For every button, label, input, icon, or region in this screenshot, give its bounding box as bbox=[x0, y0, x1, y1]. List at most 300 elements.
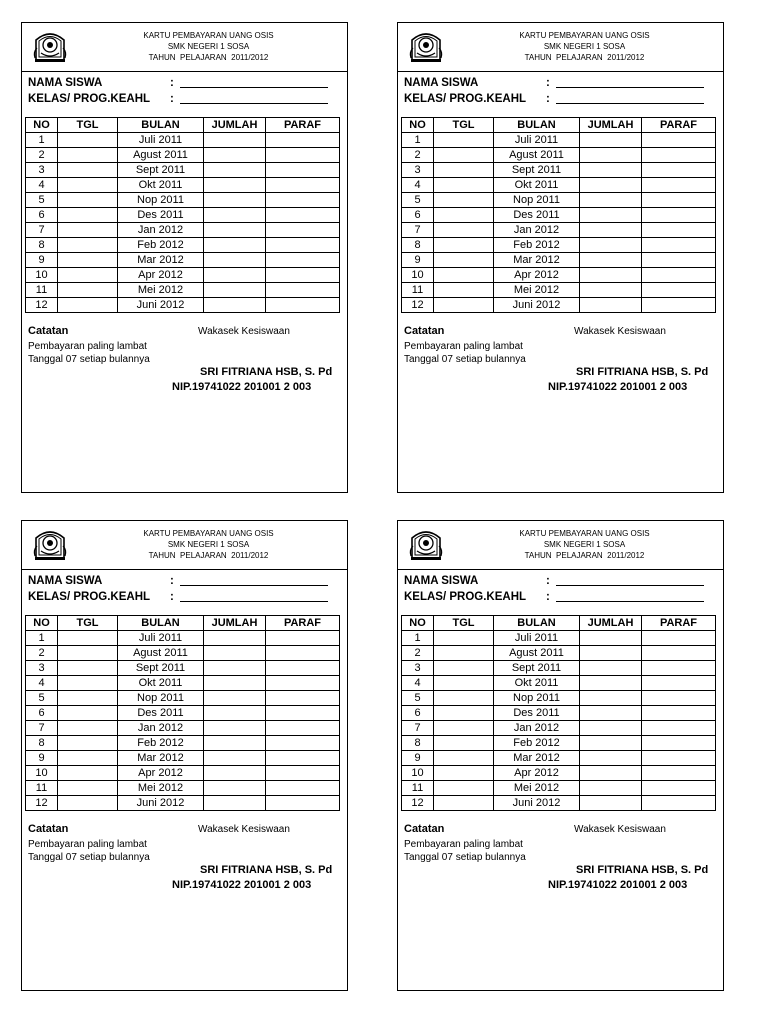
cell-jumlah[interactable] bbox=[580, 736, 642, 751]
card-header bbox=[398, 521, 723, 570]
cell-no: 3 bbox=[402, 661, 434, 676]
table-row bbox=[26, 133, 340, 148]
cell-bulan: Sept 2011 bbox=[494, 661, 580, 676]
cell-jumlah[interactable] bbox=[204, 148, 266, 163]
cell-jumlah[interactable] bbox=[580, 208, 642, 223]
cell-paraf[interactable] bbox=[642, 193, 716, 208]
cell-tgl[interactable] bbox=[434, 133, 494, 148]
cell-jumlah[interactable] bbox=[204, 193, 266, 208]
table-row bbox=[26, 781, 340, 796]
cell-tgl[interactable] bbox=[58, 163, 118, 178]
student-name-field[interactable] bbox=[180, 585, 328, 586]
cell-no: 6 bbox=[26, 208, 58, 223]
cell-jumlah[interactable] bbox=[580, 721, 642, 736]
cell-tgl[interactable] bbox=[434, 253, 494, 268]
cell-bulan: Jan 2012 bbox=[118, 223, 204, 238]
cell-tgl[interactable] bbox=[434, 691, 494, 706]
cell-bulan: Nop 2011 bbox=[118, 691, 204, 706]
cell-paraf[interactable] bbox=[642, 691, 716, 706]
cell-no: 5 bbox=[402, 193, 434, 208]
field-colon: : bbox=[546, 93, 550, 105]
cell-no: 11 bbox=[402, 283, 434, 298]
class-program-label: KELAS/ PROG.KEAHL bbox=[404, 93, 527, 105]
cell-tgl[interactable] bbox=[58, 646, 118, 661]
cell-no: 10 bbox=[402, 766, 434, 781]
cell-tgl[interactable] bbox=[58, 661, 118, 676]
cell-jumlah[interactable] bbox=[204, 208, 266, 223]
cell-tgl[interactable] bbox=[58, 178, 118, 193]
class-program-label: KELAS/ PROG.KEAHL bbox=[28, 591, 151, 603]
col-header-paraf: PARAF bbox=[266, 616, 340, 631]
table-row bbox=[402, 781, 716, 796]
cell-tgl[interactable] bbox=[58, 781, 118, 796]
cell-jumlah[interactable] bbox=[204, 676, 266, 691]
cell-paraf[interactable] bbox=[266, 796, 340, 811]
cell-jumlah[interactable] bbox=[204, 223, 266, 238]
cell-tgl[interactable] bbox=[58, 796, 118, 811]
cell-jumlah[interactable] bbox=[204, 691, 266, 706]
school-logo-icon bbox=[407, 26, 445, 64]
cell-tgl[interactable] bbox=[58, 238, 118, 253]
col-header-no: NO bbox=[26, 616, 58, 631]
cell-tgl[interactable] bbox=[434, 736, 494, 751]
cell-paraf[interactable] bbox=[266, 781, 340, 796]
col-header-tgl: TGL bbox=[58, 118, 118, 133]
cell-paraf[interactable] bbox=[266, 238, 340, 253]
table-row bbox=[402, 796, 716, 811]
cell-bulan: Juni 2012 bbox=[118, 796, 204, 811]
cell-tgl[interactable] bbox=[58, 253, 118, 268]
cell-jumlah[interactable] bbox=[204, 253, 266, 268]
payment-card bbox=[397, 22, 724, 493]
table-row bbox=[402, 238, 716, 253]
cell-jumlah[interactable] bbox=[204, 751, 266, 766]
school-logo-icon bbox=[31, 26, 69, 64]
cell-tgl[interactable] bbox=[58, 766, 118, 781]
table-row bbox=[26, 661, 340, 676]
card-title: KARTU PEMBAYARAN UANG OSIS bbox=[519, 529, 650, 538]
cell-no: 7 bbox=[402, 721, 434, 736]
cell-bulan: Sept 2011 bbox=[118, 661, 204, 676]
cell-paraf[interactable] bbox=[266, 736, 340, 751]
cell-paraf[interactable] bbox=[642, 148, 716, 163]
student-name-field[interactable] bbox=[556, 87, 704, 88]
col-header-no: NO bbox=[402, 616, 434, 631]
cell-no: 10 bbox=[402, 268, 434, 283]
cell-no: 9 bbox=[26, 253, 58, 268]
class-program-field[interactable] bbox=[180, 103, 328, 104]
cell-no: 1 bbox=[26, 631, 58, 646]
cell-tgl[interactable] bbox=[434, 208, 494, 223]
cell-no: 5 bbox=[26, 193, 58, 208]
cell-paraf[interactable] bbox=[642, 223, 716, 238]
cell-bulan: Des 2011 bbox=[118, 706, 204, 721]
cell-tgl[interactable] bbox=[58, 283, 118, 298]
cell-paraf[interactable] bbox=[642, 253, 716, 268]
table-header-row bbox=[26, 118, 340, 133]
cell-tgl[interactable] bbox=[434, 268, 494, 283]
cell-no: 12 bbox=[26, 796, 58, 811]
cell-paraf[interactable] bbox=[266, 298, 340, 313]
table-row bbox=[26, 178, 340, 193]
cell-jumlah[interactable] bbox=[580, 751, 642, 766]
cell-paraf[interactable] bbox=[266, 646, 340, 661]
cell-jumlah[interactable] bbox=[204, 163, 266, 178]
table-row bbox=[402, 148, 716, 163]
table-row bbox=[26, 193, 340, 208]
cell-bulan: Nop 2011 bbox=[494, 193, 580, 208]
table-row bbox=[26, 676, 340, 691]
payment-table bbox=[25, 615, 340, 811]
cell-paraf[interactable] bbox=[266, 721, 340, 736]
cell-jumlah[interactable] bbox=[204, 706, 266, 721]
table-row bbox=[402, 133, 716, 148]
cell-jumlah[interactable] bbox=[204, 781, 266, 796]
academic-year: TAHUN PELAJARAN 2011/2012 bbox=[524, 551, 645, 560]
class-program-field[interactable] bbox=[556, 103, 704, 104]
cell-jumlah[interactable] bbox=[204, 268, 266, 283]
cell-jumlah[interactable] bbox=[204, 736, 266, 751]
cell-paraf[interactable] bbox=[642, 781, 716, 796]
cell-tgl[interactable] bbox=[434, 646, 494, 661]
cell-tgl[interactable] bbox=[434, 283, 494, 298]
notes-heading: Catatan bbox=[404, 325, 445, 337]
cell-jumlah[interactable] bbox=[580, 796, 642, 811]
cell-no: 4 bbox=[402, 178, 434, 193]
cell-jumlah[interactable] bbox=[580, 193, 642, 208]
student-name-label: NAMA SISWA bbox=[404, 77, 479, 89]
cell-paraf[interactable] bbox=[642, 721, 716, 736]
cell-tgl[interactable] bbox=[58, 208, 118, 223]
cell-bulan: Des 2011 bbox=[118, 208, 204, 223]
cell-bulan: Okt 2011 bbox=[118, 178, 204, 193]
cell-tgl[interactable] bbox=[58, 298, 118, 313]
cell-tgl[interactable] bbox=[58, 691, 118, 706]
cell-paraf[interactable] bbox=[642, 706, 716, 721]
cell-jumlah[interactable] bbox=[580, 631, 642, 646]
cell-no: 6 bbox=[402, 706, 434, 721]
cell-jumlah[interactable] bbox=[580, 661, 642, 676]
cell-no: 4 bbox=[26, 676, 58, 691]
table-row bbox=[402, 283, 716, 298]
cell-jumlah[interactable] bbox=[580, 706, 642, 721]
cell-paraf[interactable] bbox=[642, 178, 716, 193]
cell-no: 8 bbox=[26, 736, 58, 751]
cell-tgl[interactable] bbox=[434, 751, 494, 766]
payment-note-line1: Pembayaran paling lambat bbox=[28, 839, 147, 850]
table-row bbox=[402, 721, 716, 736]
school-name: SMK NEGERI 1 SOSA bbox=[167, 540, 250, 549]
col-header-tgl: TGL bbox=[434, 616, 494, 631]
cell-jumlah[interactable] bbox=[204, 796, 266, 811]
cell-paraf[interactable] bbox=[266, 631, 340, 646]
cell-tgl[interactable] bbox=[434, 706, 494, 721]
cell-bulan: Juli 2011 bbox=[494, 631, 580, 646]
cell-jumlah[interactable] bbox=[580, 676, 642, 691]
col-header-paraf: PARAF bbox=[642, 616, 716, 631]
cell-no: 11 bbox=[26, 283, 58, 298]
cell-jumlah[interactable] bbox=[204, 721, 266, 736]
cell-tgl[interactable] bbox=[58, 751, 118, 766]
academic-year: TAHUN PELAJARAN 2011/2012 bbox=[148, 53, 269, 62]
table-row bbox=[26, 751, 340, 766]
cell-paraf[interactable] bbox=[266, 193, 340, 208]
table-row bbox=[26, 766, 340, 781]
cell-jumlah[interactable] bbox=[204, 283, 266, 298]
student-name-field[interactable] bbox=[556, 585, 704, 586]
student-name-label: NAMA SISWA bbox=[404, 575, 479, 587]
cell-tgl[interactable] bbox=[434, 781, 494, 796]
cell-paraf[interactable] bbox=[266, 208, 340, 223]
cell-paraf[interactable] bbox=[266, 268, 340, 283]
field-colon: : bbox=[170, 77, 174, 89]
cell-paraf[interactable] bbox=[642, 751, 716, 766]
cell-paraf[interactable] bbox=[266, 178, 340, 193]
cell-no: 6 bbox=[402, 208, 434, 223]
cell-tgl[interactable] bbox=[58, 133, 118, 148]
field-colon: : bbox=[170, 575, 174, 587]
signer-nip: NIP.19741022 201001 2 003 bbox=[172, 879, 312, 891]
card-header bbox=[22, 23, 347, 72]
table-row bbox=[26, 268, 340, 283]
cell-no: 1 bbox=[402, 631, 434, 646]
cell-tgl[interactable] bbox=[434, 178, 494, 193]
cell-paraf[interactable] bbox=[266, 691, 340, 706]
col-header-jumlah: JUMLAH bbox=[580, 118, 642, 133]
cell-tgl[interactable] bbox=[434, 148, 494, 163]
cell-no: 11 bbox=[402, 781, 434, 796]
table-row bbox=[402, 193, 716, 208]
col-header-paraf: PARAF bbox=[642, 118, 716, 133]
cell-paraf[interactable] bbox=[642, 268, 716, 283]
cell-no: 8 bbox=[26, 238, 58, 253]
cell-bulan: Juli 2011 bbox=[494, 133, 580, 148]
table-row bbox=[26, 691, 340, 706]
cell-tgl[interactable] bbox=[434, 796, 494, 811]
cell-bulan: Agust 2011 bbox=[494, 646, 580, 661]
cell-paraf[interactable] bbox=[266, 133, 340, 148]
cell-paraf[interactable] bbox=[266, 163, 340, 178]
cell-tgl[interactable] bbox=[434, 163, 494, 178]
cell-jumlah[interactable] bbox=[204, 631, 266, 646]
cell-tgl[interactable] bbox=[434, 676, 494, 691]
cell-bulan: Mei 2012 bbox=[494, 283, 580, 298]
cell-paraf[interactable] bbox=[642, 163, 716, 178]
payment-note-line2: Tanggal 07 setiap bulannya bbox=[404, 354, 526, 365]
cell-tgl[interactable] bbox=[434, 193, 494, 208]
student-name-label: NAMA SISWA bbox=[28, 77, 103, 89]
cell-bulan: Agust 2011 bbox=[118, 148, 204, 163]
signer-nip: NIP.19741022 201001 2 003 bbox=[548, 381, 688, 393]
cell-bulan: Feb 2012 bbox=[494, 238, 580, 253]
cell-paraf[interactable] bbox=[266, 148, 340, 163]
academic-year: TAHUN PELAJARAN 2011/2012 bbox=[148, 551, 269, 560]
table-row bbox=[26, 223, 340, 238]
cell-no: 2 bbox=[26, 646, 58, 661]
notes-heading: Catatan bbox=[28, 325, 69, 337]
payment-note-line2: Tanggal 07 setiap bulannya bbox=[28, 354, 150, 365]
cell-jumlah[interactable] bbox=[204, 766, 266, 781]
cell-paraf[interactable] bbox=[642, 736, 716, 751]
cell-paraf[interactable] bbox=[642, 646, 716, 661]
cell-paraf[interactable] bbox=[266, 223, 340, 238]
cell-paraf[interactable] bbox=[642, 238, 716, 253]
cell-jumlah[interactable] bbox=[204, 178, 266, 193]
cell-jumlah[interactable] bbox=[580, 178, 642, 193]
cell-no: 7 bbox=[402, 223, 434, 238]
cell-tgl[interactable] bbox=[58, 736, 118, 751]
cell-jumlah[interactable] bbox=[580, 253, 642, 268]
signer-title: Wakasek Kesiswaan bbox=[574, 326, 666, 337]
cell-paraf[interactable] bbox=[642, 676, 716, 691]
cell-paraf[interactable] bbox=[642, 631, 716, 646]
class-program-field[interactable] bbox=[180, 601, 328, 602]
col-header-bulan: BULAN bbox=[118, 118, 204, 133]
table-row bbox=[26, 148, 340, 163]
notes-heading: Catatan bbox=[404, 823, 445, 835]
cell-paraf[interactable] bbox=[266, 766, 340, 781]
cell-bulan: Feb 2012 bbox=[118, 736, 204, 751]
col-header-no: NO bbox=[26, 118, 58, 133]
cell-no: 10 bbox=[26, 268, 58, 283]
cell-bulan: Juni 2012 bbox=[494, 796, 580, 811]
table-row bbox=[402, 223, 716, 238]
cell-tgl[interactable] bbox=[58, 223, 118, 238]
cell-jumlah[interactable] bbox=[580, 691, 642, 706]
cell-bulan: Mei 2012 bbox=[118, 781, 204, 796]
cell-paraf[interactable] bbox=[266, 283, 340, 298]
cell-tgl[interactable] bbox=[58, 631, 118, 646]
cell-paraf[interactable] bbox=[266, 751, 340, 766]
cell-paraf[interactable] bbox=[266, 661, 340, 676]
cell-bulan: Sept 2011 bbox=[494, 163, 580, 178]
table-row bbox=[402, 253, 716, 268]
cell-paraf[interactable] bbox=[642, 796, 716, 811]
cell-tgl[interactable] bbox=[58, 268, 118, 283]
card-header bbox=[398, 23, 723, 72]
cell-bulan: Jan 2012 bbox=[494, 721, 580, 736]
cell-paraf[interactable] bbox=[642, 298, 716, 313]
cell-tgl[interactable] bbox=[58, 193, 118, 208]
cell-jumlah[interactable] bbox=[580, 781, 642, 796]
cell-tgl[interactable] bbox=[434, 661, 494, 676]
col-header-tgl: TGL bbox=[58, 616, 118, 631]
cell-no: 9 bbox=[402, 751, 434, 766]
cell-no: 5 bbox=[26, 691, 58, 706]
cell-paraf[interactable] bbox=[642, 133, 716, 148]
class-program-label: KELAS/ PROG.KEAHL bbox=[28, 93, 151, 105]
cell-jumlah[interactable] bbox=[580, 133, 642, 148]
cell-tgl[interactable] bbox=[58, 706, 118, 721]
table-row bbox=[402, 163, 716, 178]
col-header-no: NO bbox=[402, 118, 434, 133]
cell-jumlah[interactable] bbox=[204, 298, 266, 313]
cell-no: 12 bbox=[402, 796, 434, 811]
table-row bbox=[26, 631, 340, 646]
cell-paraf[interactable] bbox=[266, 676, 340, 691]
cell-bulan: Nop 2011 bbox=[494, 691, 580, 706]
cell-jumlah[interactable] bbox=[204, 661, 266, 676]
cell-jumlah[interactable] bbox=[204, 646, 266, 661]
notes-heading: Catatan bbox=[28, 823, 69, 835]
cell-paraf[interactable] bbox=[266, 253, 340, 268]
cell-paraf[interactable] bbox=[642, 208, 716, 223]
cell-tgl[interactable] bbox=[58, 148, 118, 163]
table-row bbox=[402, 766, 716, 781]
cell-no: 2 bbox=[402, 646, 434, 661]
cell-no: 3 bbox=[26, 163, 58, 178]
table-header-row bbox=[26, 616, 340, 631]
cell-tgl[interactable] bbox=[58, 721, 118, 736]
table-row bbox=[402, 268, 716, 283]
cell-no: 12 bbox=[26, 298, 58, 313]
cell-paraf[interactable] bbox=[642, 661, 716, 676]
cell-jumlah[interactable] bbox=[580, 646, 642, 661]
payment-note-line1: Pembayaran paling lambat bbox=[28, 341, 147, 352]
cell-tgl[interactable] bbox=[434, 223, 494, 238]
cell-no: 5 bbox=[402, 691, 434, 706]
col-header-paraf: PARAF bbox=[266, 118, 340, 133]
cell-jumlah[interactable] bbox=[580, 766, 642, 781]
student-name-field[interactable] bbox=[180, 87, 328, 88]
cell-no: 1 bbox=[26, 133, 58, 148]
cell-jumlah[interactable] bbox=[580, 163, 642, 178]
table-header-row bbox=[402, 616, 716, 631]
payment-card bbox=[397, 520, 724, 991]
cell-no: 8 bbox=[402, 238, 434, 253]
cell-jumlah[interactable] bbox=[580, 148, 642, 163]
payment-note-line2: Tanggal 07 setiap bulannya bbox=[28, 852, 150, 863]
cell-jumlah[interactable] bbox=[580, 298, 642, 313]
cell-jumlah[interactable] bbox=[580, 223, 642, 238]
cell-paraf[interactable] bbox=[266, 706, 340, 721]
table-row bbox=[402, 631, 716, 646]
cell-tgl[interactable] bbox=[58, 676, 118, 691]
table-row bbox=[402, 691, 716, 706]
cell-jumlah[interactable] bbox=[580, 283, 642, 298]
cell-paraf[interactable] bbox=[642, 766, 716, 781]
table-row bbox=[26, 721, 340, 736]
cell-tgl[interactable] bbox=[434, 766, 494, 781]
cell-jumlah[interactable] bbox=[580, 238, 642, 253]
cell-tgl[interactable] bbox=[434, 631, 494, 646]
table-row bbox=[26, 646, 340, 661]
cell-bulan: Agust 2011 bbox=[494, 148, 580, 163]
cell-jumlah[interactable] bbox=[204, 133, 266, 148]
academic-year: TAHUN PELAJARAN 2011/2012 bbox=[524, 53, 645, 62]
col-header-bulan: BULAN bbox=[118, 616, 204, 631]
cell-jumlah[interactable] bbox=[204, 238, 266, 253]
cell-bulan: Okt 2011 bbox=[494, 178, 580, 193]
cell-paraf[interactable] bbox=[642, 283, 716, 298]
cell-bulan: Mar 2012 bbox=[494, 751, 580, 766]
cell-no: 8 bbox=[402, 736, 434, 751]
table-row bbox=[402, 736, 716, 751]
col-header-bulan: BULAN bbox=[494, 118, 580, 133]
class-program-field[interactable] bbox=[556, 601, 704, 602]
cell-bulan: Feb 2012 bbox=[494, 736, 580, 751]
cell-tgl[interactable] bbox=[434, 298, 494, 313]
cell-tgl[interactable] bbox=[434, 721, 494, 736]
cell-jumlah[interactable] bbox=[580, 268, 642, 283]
cell-bulan: Mar 2012 bbox=[118, 751, 204, 766]
table-row bbox=[26, 208, 340, 223]
card-title: KARTU PEMBAYARAN UANG OSIS bbox=[519, 31, 650, 40]
school-name: SMK NEGERI 1 SOSA bbox=[167, 42, 250, 51]
table-row bbox=[402, 661, 716, 676]
school-name: SMK NEGERI 1 SOSA bbox=[543, 42, 626, 51]
cell-tgl[interactable] bbox=[434, 238, 494, 253]
